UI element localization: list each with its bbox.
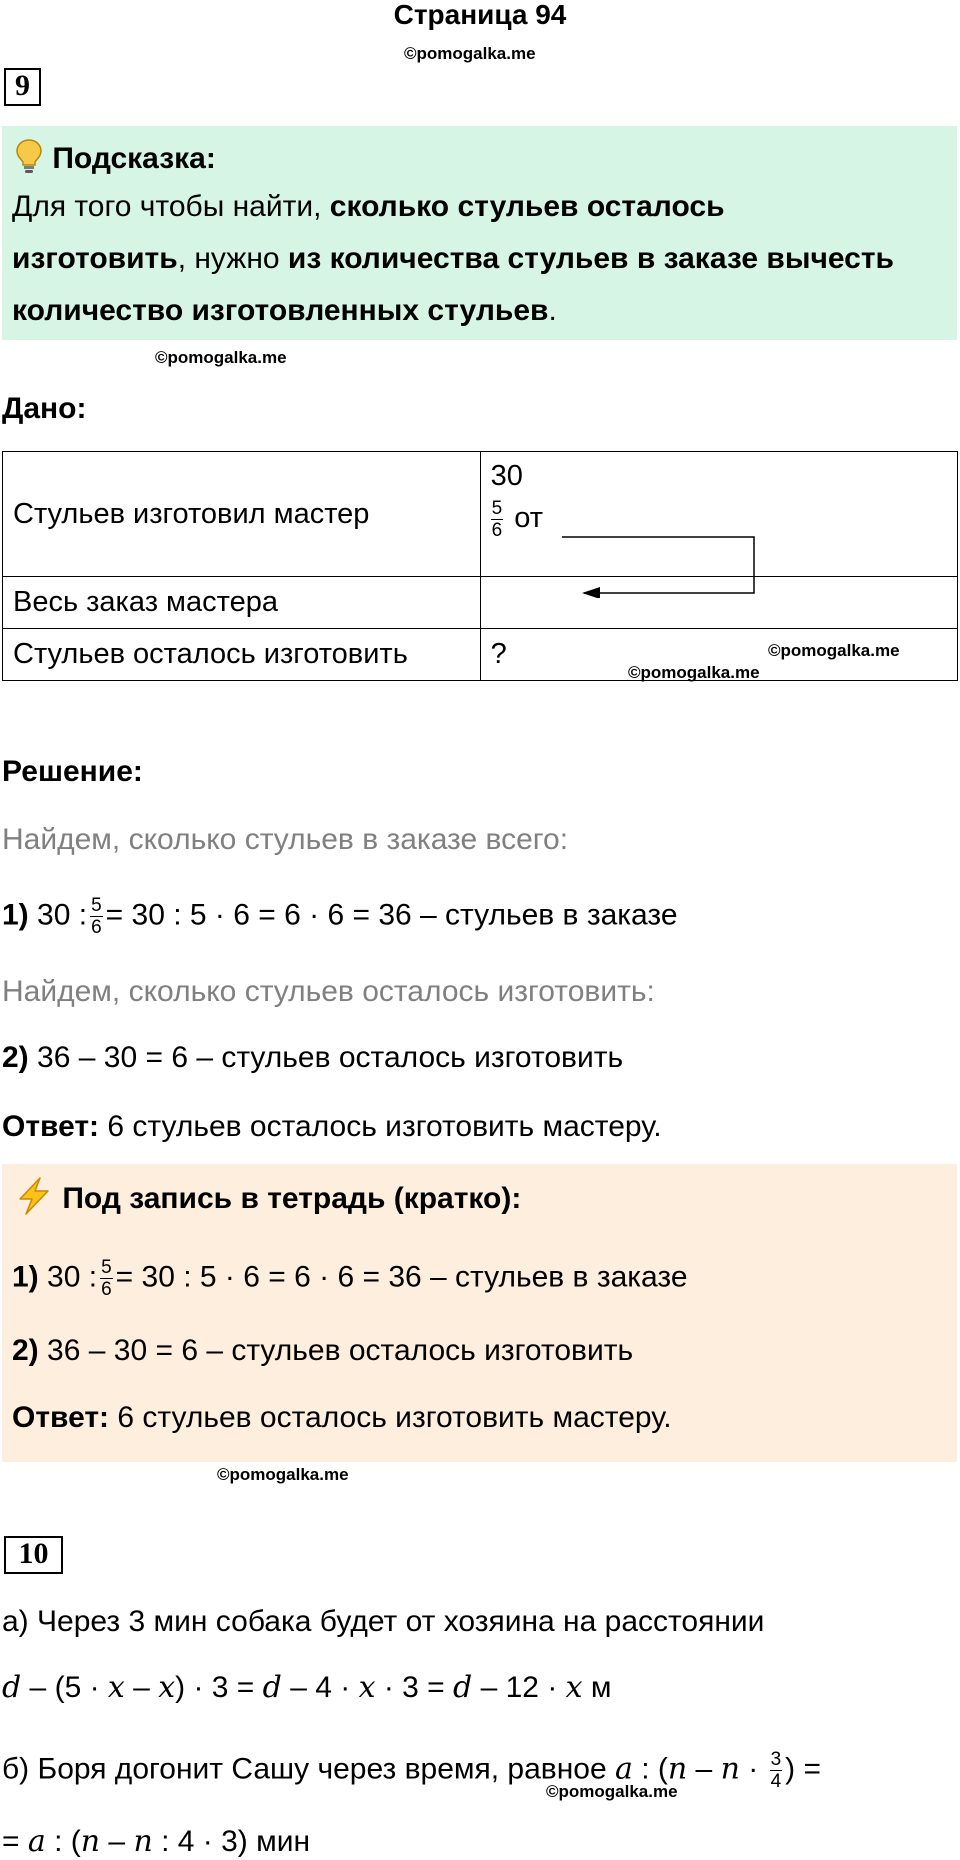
fraction-numerator: 3: [770, 1749, 782, 1770]
task10-a-line2: 𝑑 – (5 · 𝑥 – 𝑥) · 3 = 𝑑 – 4 · 𝑥 · 3 = 𝑑 – 12 · 𝑥 м: [2, 1670, 612, 1705]
note-answer: Ответ: 6 стульев осталось изготовить мастеру.: [12, 1401, 672, 1434]
hint-title: Подсказка:: [52, 141, 216, 175]
given-label: Стульев изготовил мастер: [3, 452, 481, 577]
given-heading: Дано:: [2, 392, 87, 425]
table-row: [3, 577, 958, 629]
fraction-denominator: 6: [491, 520, 503, 541]
fraction-numerator: 5: [101, 1257, 112, 1278]
note-title: Под запись в тетрадь (кратко):: [62, 1181, 522, 1215]
hint-title-line: [14, 138, 216, 182]
fraction: [770, 1749, 783, 1792]
lightning-icon: [14, 1176, 54, 1224]
fraction-denominator: 6: [101, 1279, 112, 1300]
fraction-denominator: 4: [770, 1771, 782, 1792]
solution-heading: Решение:: [2, 755, 143, 788]
hint-text-3: .: [548, 294, 557, 327]
hint-bold-2: изготовить: [12, 242, 178, 275]
given-value: 30: [490, 460, 523, 492]
given-value: ?: [480, 629, 957, 681]
hint-line-1: [12, 190, 725, 224]
watermark: ©pomogalka.me: [546, 1782, 678, 1801]
given-label: Стульев осталось изготовить: [3, 629, 481, 681]
fraction: [491, 498, 504, 541]
watermark: ©pomogalka.me: [628, 663, 760, 682]
fraction-numerator: 5: [91, 895, 102, 916]
lightbulb-icon: [14, 138, 44, 182]
task-number-10: 10: [4, 1536, 63, 1574]
reference-arrow: [560, 528, 760, 598]
solution-step1: 1) 30 : $\frac{5}{6}$ = 30 : 5 · 6 = 6 · 6 = 36 – стульев в заказе: [2, 895, 678, 938]
task10-b-line1: б) Боря догонит Сашу через время, равное 𝑎 : (𝑛 – 𝑛 · $\frac{3}{4}$ ) =: [2, 1749, 822, 1792]
watermark: ©pomogalka.me: [768, 641, 900, 660]
given-suffix: от: [514, 502, 543, 535]
hint-bold-4: количество изготовленных стульев: [12, 294, 549, 327]
given-label: Весь заказ мастера: [3, 577, 481, 629]
note-title-line: [14, 1176, 521, 1224]
note-step1: 1) 30 : $\frac{5}{6}$ = 30 : 5 · 6 = 6 · 6 = 36 – стульев в заказе: [12, 1257, 688, 1300]
fraction: [90, 895, 103, 938]
task10-b-line2: = 𝑎 : (𝑛 – 𝑛 : 4 · 3) мин: [2, 1824, 311, 1859]
fraction-denominator: 6: [91, 917, 102, 938]
solution-step2-intro: Найдем, сколько стульев осталось изготовить:: [2, 975, 655, 1008]
hint-line-2: [12, 242, 894, 276]
fraction: [100, 1257, 113, 1300]
hint-bold-1: сколько стульев осталось: [329, 190, 725, 223]
table-row: [3, 452, 958, 577]
page-title: Страница 94: [393, 0, 567, 30]
watermark: ©pomogalka.me: [155, 348, 287, 367]
hint-text-2: , нужно: [177, 242, 288, 275]
watermark: ©pomogalka.me: [217, 1465, 349, 1484]
watermark: ©pomogalka.me: [404, 44, 536, 63]
task-number-9: 9: [4, 68, 41, 106]
note-step2: 2) 36 – 30 = 6 – стульев осталось изготовить: [12, 1334, 634, 1367]
task10-a-line1: а) Через 3 мин собака будет от хозяина на расстоянии: [2, 1605, 765, 1638]
solution-answer: Ответ: 6 стульев осталось изготовить мастеру.: [2, 1110, 662, 1143]
fraction-numerator: 5: [491, 498, 503, 519]
hint-line-3: [12, 294, 557, 328]
hint-bold-3: из количества стульев в заказе вычесть: [287, 242, 895, 275]
hint-text-1: Для того чтобы найти,: [12, 190, 330, 223]
solution-step2: 2) 36 – 30 = 6 – стульев осталось изготовить: [2, 1041, 624, 1074]
solution-step1-intro: Найдем, сколько стульев в заказе всего:: [2, 823, 569, 856]
